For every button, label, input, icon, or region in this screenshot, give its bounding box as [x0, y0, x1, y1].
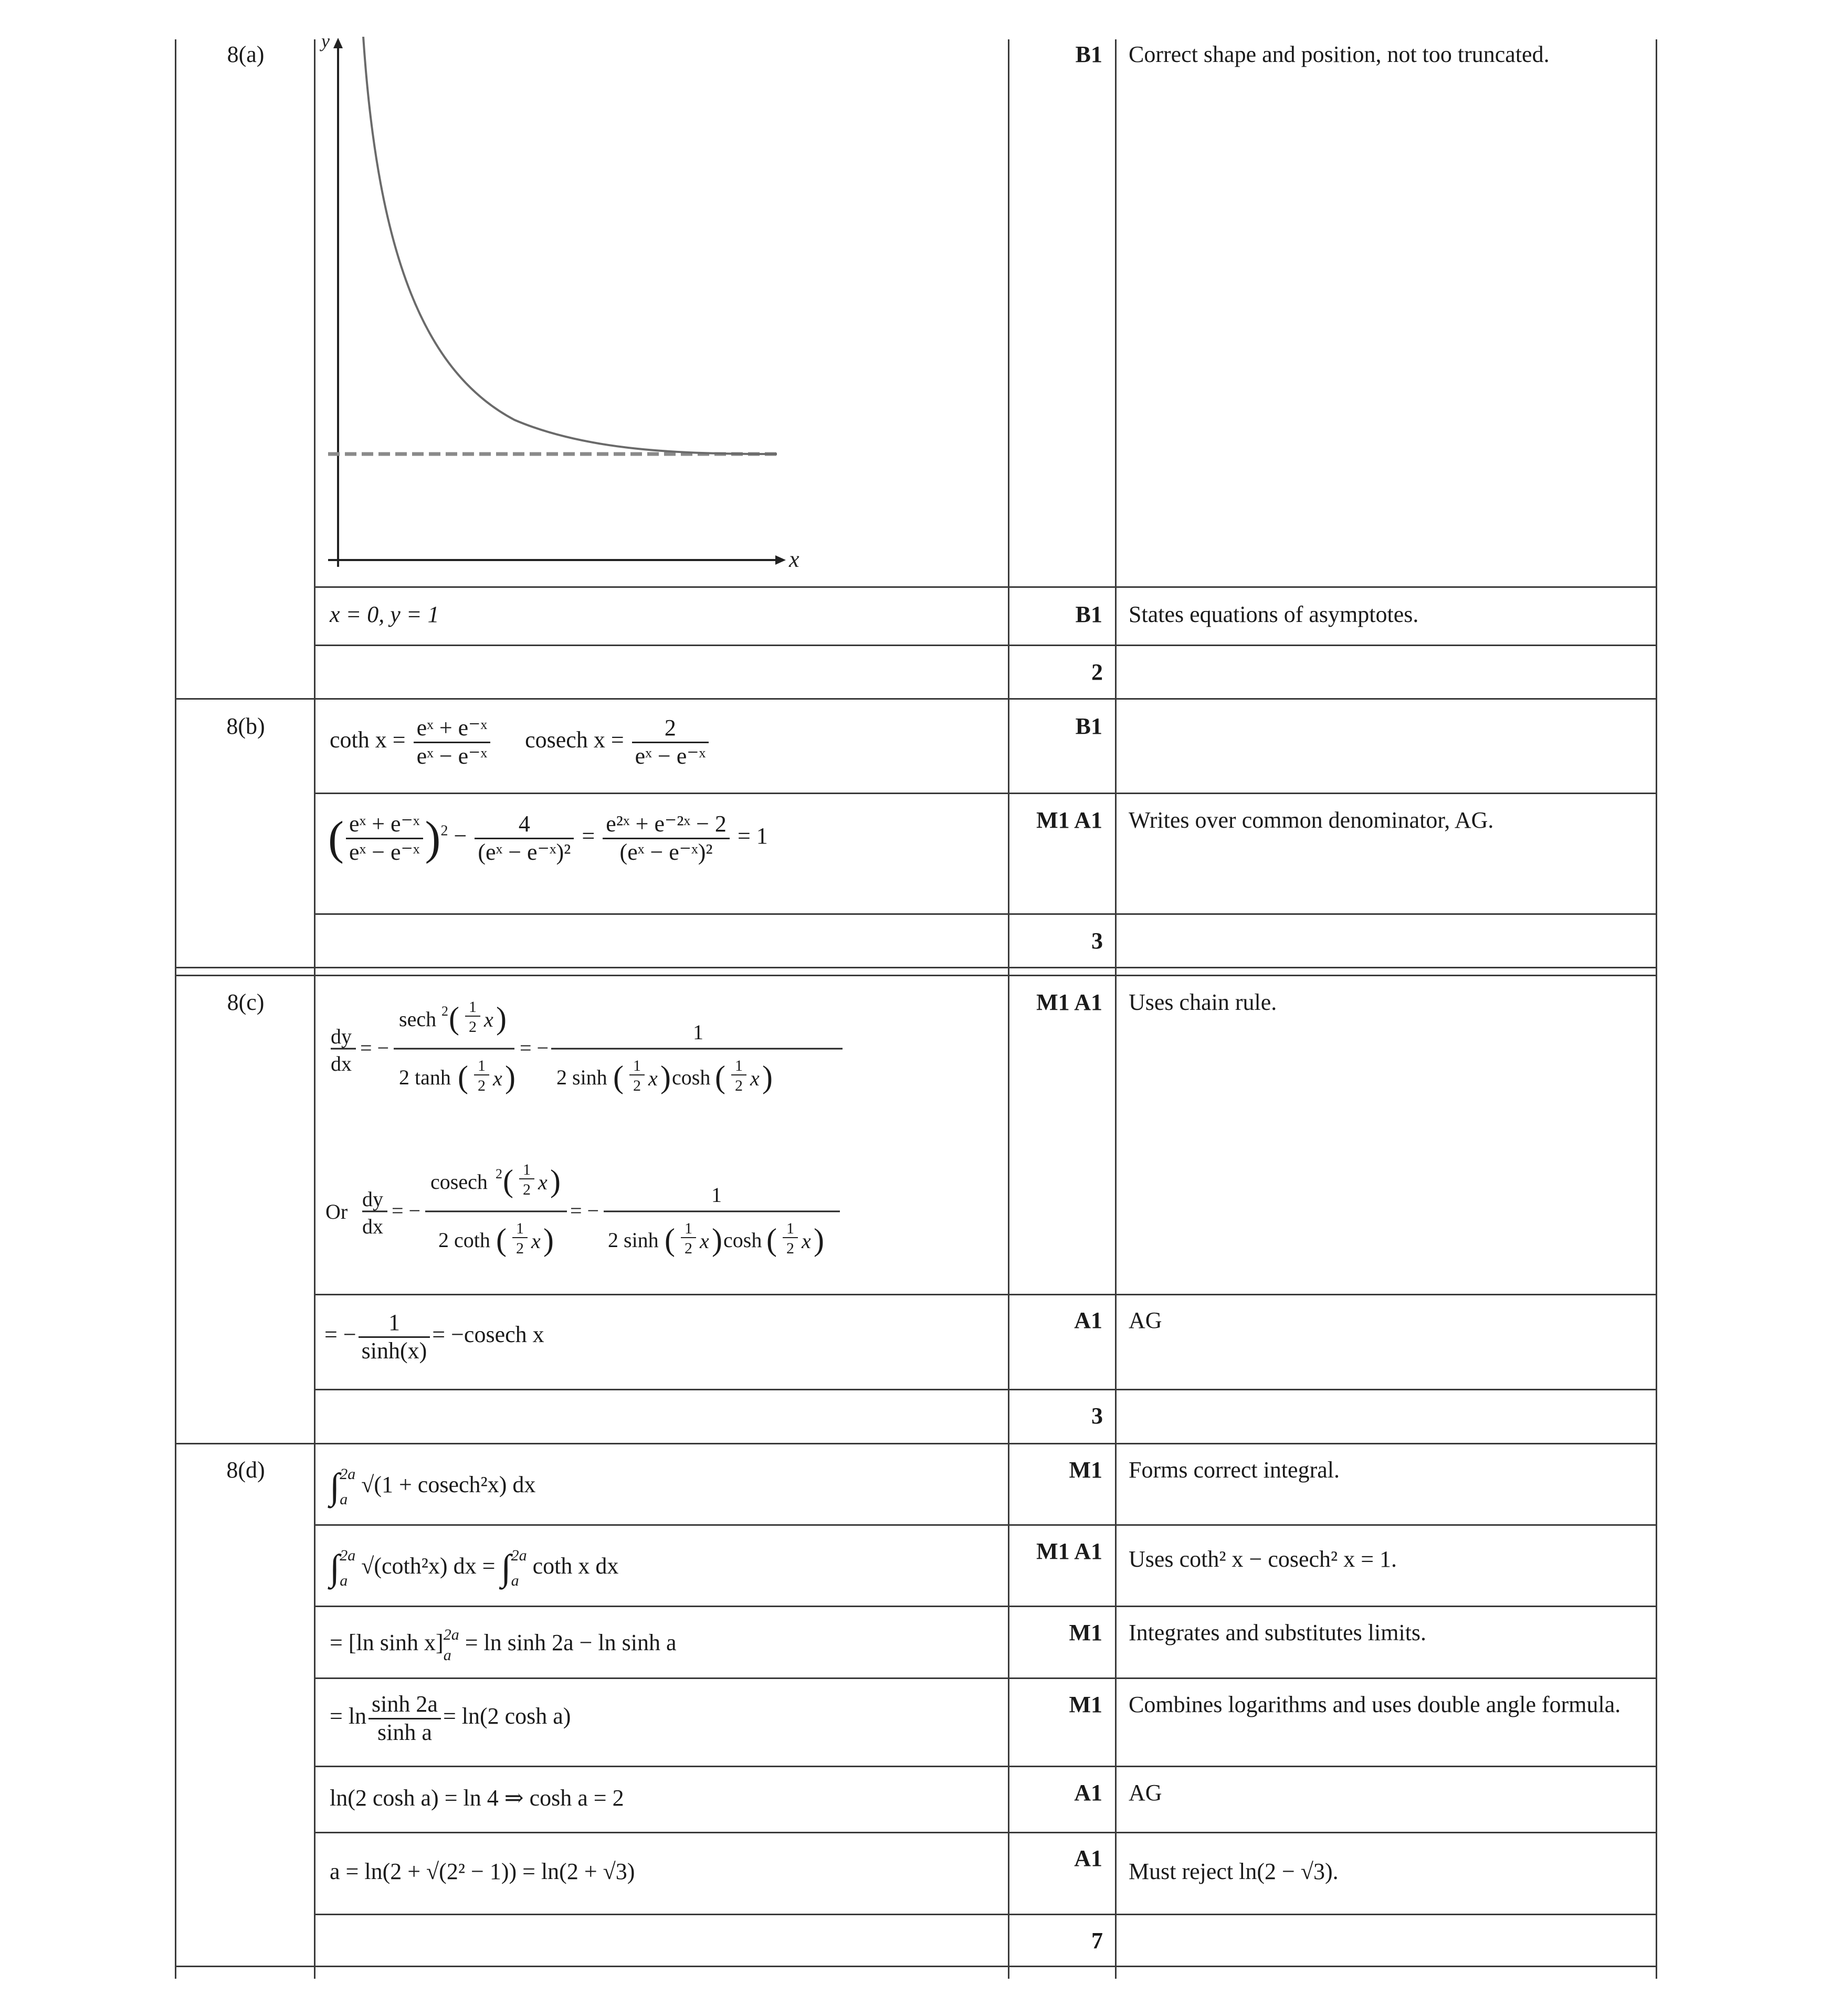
guidance-text: Forms correct integral. — [1129, 1457, 1340, 1483]
svg-text:cosech: cosech — [430, 1170, 488, 1194]
row-divider — [314, 1606, 1657, 1607]
row-divider — [314, 1524, 1657, 1526]
svg-text:1: 1 — [523, 1161, 531, 1178]
svg-text:): ) — [762, 1060, 773, 1094]
svg-text:1: 1 — [693, 1020, 703, 1044]
svg-text:cosh: cosh — [723, 1228, 762, 1252]
svg-text:x: x — [538, 1170, 548, 1194]
svg-text:1: 1 — [516, 1220, 524, 1237]
svg-text:1: 1 — [478, 1057, 486, 1074]
guidance-text: Writes over common denominator, AG. — [1129, 807, 1494, 833]
guidance-text: Combines logarithms and uses double angle formula. — [1129, 1692, 1621, 1717]
svg-text:x: x — [484, 1008, 493, 1031]
row-divider — [175, 698, 1657, 700]
result-math: = − $\frac{1}{\sinh(x)}$ = −cosech x — [324, 1310, 544, 1364]
svg-text:(: ( — [449, 1001, 459, 1036]
derivative-working-math — [320, 987, 845, 1286]
question-label: 8(b) — [226, 713, 265, 739]
row-divider — [314, 586, 1657, 588]
svg-text:= −: = − — [570, 1199, 599, 1222]
guidance-text: States equations of asymptotes. — [1129, 601, 1419, 627]
solution-for-a: a = ln(2 + √(2² − 1)) = ln(2 + √3) — [330, 1859, 635, 1884]
svg-text:1: 1 — [786, 1220, 794, 1237]
row-divider — [314, 913, 1657, 915]
svg-text:(: ( — [496, 1222, 507, 1257]
mark-code: M1 A1 — [1036, 1538, 1102, 1564]
svg-text:): ) — [814, 1222, 824, 1257]
svg-text:2: 2 — [496, 1166, 502, 1181]
row-divider — [314, 1389, 1657, 1390]
svg-text:(: ( — [715, 1060, 725, 1094]
mark-code: A1 — [1074, 1780, 1102, 1806]
svg-text:dy: dy — [331, 1025, 352, 1048]
table-border-left — [175, 39, 176, 1979]
identity-working-math: ( $\frac{\text{eˣ + e⁻ˣ}}{\text{eˣ − e⁻ˣ}}$ )$^2$ − $\frac{4}{\text{(eˣ − e⁻ˣ)²}}$ = $\frac{\text{e²ˣ + e⁻²ˣ − 2}}{\text{(eˣ − e⁻ˣ)²}}$ = 1 — [328, 811, 768, 865]
simplified-integral: ∫2a a √(coth²x) dx = ∫2a a coth x dx — [330, 1547, 619, 1589]
row-divider — [314, 1832, 1657, 1833]
row-divider — [314, 1677, 1657, 1679]
mark-code: B1 — [1075, 713, 1102, 739]
part-total: 3 — [1091, 1403, 1103, 1429]
svg-text:): ) — [505, 1060, 515, 1094]
x-axis-label: x — [789, 546, 799, 572]
svg-text:(: ( — [665, 1222, 675, 1257]
svg-text:1: 1 — [711, 1183, 722, 1207]
svg-text:1: 1 — [633, 1057, 641, 1074]
svg-text:2: 2 — [786, 1240, 794, 1257]
svg-text:sech: sech — [399, 1007, 437, 1031]
svg-text:2: 2 — [516, 1240, 524, 1257]
guidance-text: Uses coth² x − cosech² x = 1. — [1129, 1546, 1397, 1572]
svg-text:= −: = − — [360, 1036, 390, 1060]
mark-code: A1 — [1074, 1845, 1102, 1871]
svg-text:x: x — [750, 1067, 760, 1090]
table-border-bottom — [175, 1966, 1657, 1967]
mark-code: B1 — [1075, 601, 1102, 627]
row-divider — [314, 793, 1657, 794]
svg-text:1: 1 — [685, 1220, 692, 1237]
mark-code: M1 A1 — [1036, 989, 1102, 1015]
row-divider — [175, 975, 1657, 976]
svg-text:1: 1 — [735, 1057, 743, 1074]
coth-graph — [315, 37, 840, 583]
guidance-text: AG — [1129, 1307, 1162, 1333]
part-total: 7 — [1091, 1928, 1103, 1954]
svg-text:x: x — [700, 1229, 709, 1253]
svg-text:(: ( — [458, 1060, 468, 1094]
svg-text:): ) — [543, 1222, 554, 1257]
curve — [363, 37, 777, 454]
mark-code: M1 — [1069, 1457, 1102, 1483]
svg-text:= −: = − — [392, 1199, 421, 1222]
svg-text:2: 2 — [523, 1181, 531, 1198]
column-divider — [1115, 39, 1117, 1979]
row-divider — [314, 645, 1657, 646]
svg-text:): ) — [496, 1001, 507, 1036]
svg-text:2: 2 — [633, 1077, 641, 1094]
svg-text:2 coth: 2 coth — [438, 1228, 490, 1252]
mark-code: M1 — [1069, 1692, 1102, 1717]
svg-text:): ) — [660, 1060, 671, 1094]
svg-text:1: 1 — [469, 998, 477, 1016]
svg-text:= −: = − — [520, 1036, 549, 1060]
svg-text:Or: Or — [325, 1200, 348, 1223]
row-divider — [175, 967, 1657, 968]
part-total: 2 — [1091, 659, 1103, 685]
svg-text:x: x — [531, 1229, 541, 1253]
guidance-text: Uses chain rule. — [1129, 989, 1277, 1015]
svg-text:2 sinh: 2 sinh — [608, 1228, 659, 1252]
svg-text:2: 2 — [685, 1240, 692, 1257]
svg-text:(: ( — [613, 1060, 624, 1094]
log-simplification: = ln $\frac{\sinh 2a}{\text{sinh a}}$ = ln(2 cosh a) — [330, 1691, 571, 1745]
cosh-equation: ln(2 cosh a) = ln 4 ⇒ cosh a = 2 — [330, 1785, 624, 1811]
row-divider — [314, 1914, 1657, 1915]
row-divider — [314, 1294, 1657, 1295]
guidance-text: Must reject ln(2 − √3). — [1129, 1859, 1339, 1884]
svg-text:2: 2 — [469, 1018, 477, 1036]
svg-text:(: ( — [766, 1222, 777, 1257]
guidance-text: Integrates and substitutes limits. — [1129, 1620, 1427, 1645]
svg-text:cosh: cosh — [672, 1065, 711, 1089]
definitions-math: coth x = $\frac{\text{eˣ + e⁻ˣ}}{\text{eˣ − e⁻ˣ}}$ cosech x = $\frac{2}{\text{eˣ − e⁻ˣ}}$ — [330, 715, 711, 769]
question-label: 8(d) — [226, 1457, 265, 1483]
svg-text:2 sinh: 2 sinh — [556, 1065, 607, 1089]
svg-text:): ) — [712, 1222, 722, 1257]
x-axis-arrow — [775, 555, 786, 565]
svg-text:(: ( — [503, 1164, 513, 1198]
mark-code: B1 — [1075, 41, 1102, 67]
svg-text:2: 2 — [735, 1077, 743, 1094]
guidance-text: Correct shape and position, not too truncated. — [1129, 41, 1550, 67]
mark-code: A1 — [1074, 1307, 1102, 1333]
svg-text:2 tanh: 2 tanh — [399, 1065, 451, 1089]
y-axis-arrow — [333, 38, 343, 48]
svg-text:x: x — [648, 1067, 658, 1090]
row-divider — [314, 1766, 1657, 1767]
svg-text:): ) — [550, 1164, 561, 1198]
part-total: 3 — [1091, 928, 1103, 954]
svg-text:dy: dy — [362, 1187, 383, 1211]
table-border-right — [1656, 39, 1657, 1979]
svg-text:x: x — [493, 1067, 502, 1090]
svg-text:2: 2 — [478, 1077, 486, 1094]
svg-text:dx: dx — [331, 1052, 352, 1075]
asymptote-equations: x = 0, y = 1 — [330, 601, 439, 627]
arc-length-integral: ∫2a a √(1 + cosech²x) dx — [330, 1465, 536, 1508]
row-divider — [175, 1443, 1657, 1444]
mark-code: M1 A1 — [1036, 807, 1102, 833]
question-label: 8(c) — [227, 989, 265, 1015]
y-axis-label: y — [321, 37, 330, 51]
integrated-limits: = [ln sinh x]2a a = ln sinh 2a − ln sinh a — [330, 1626, 677, 1664]
mark-code: M1 — [1069, 1620, 1102, 1645]
svg-text:2: 2 — [441, 1004, 448, 1019]
svg-text:x: x — [802, 1229, 811, 1253]
guidance-text: AG — [1129, 1780, 1162, 1806]
question-label: 8(a) — [227, 41, 265, 67]
svg-text:dx: dx — [362, 1215, 383, 1238]
